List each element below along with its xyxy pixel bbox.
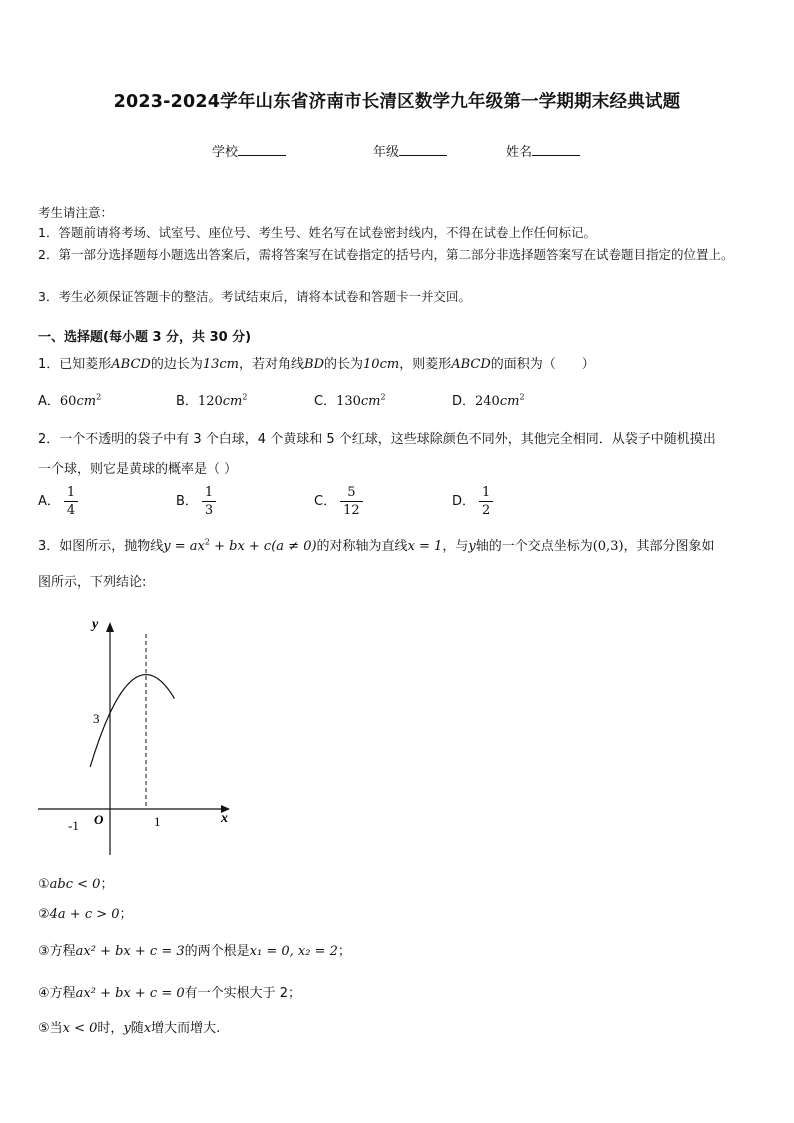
label-neg-one: -1 (68, 818, 79, 833)
q1-text-5: ，则菱形 (399, 357, 452, 372)
q1-text-3: ，若对角线 (239, 357, 305, 372)
label-one: 1 (154, 814, 161, 829)
parabola-graph (30, 610, 240, 860)
q1-len: 10cm (363, 357, 400, 372)
conclusion-1: ①abc < 0； (38, 877, 114, 892)
question-2-line-1: 2．一个不透明的袋子中有 3 个白球，4 个黄球和 5 个红球，这些球除颜色不同外，其他完全相同．从袋子中随机摸出 (38, 432, 716, 447)
q2-option-b[interactable]: B． $\frac{1}{3}$ (176, 484, 216, 519)
q1-text-6: 的面积为（ ） (490, 357, 595, 372)
q1-option-b[interactable]: B．$120cm^2$ (176, 392, 248, 409)
school-blank[interactable] (238, 143, 286, 156)
q1-bd: BD (304, 357, 325, 372)
q2-option-c[interactable]: C． $\frac{5}{12}$ (314, 484, 363, 519)
parabola-curve (90, 675, 174, 767)
name-field (506, 141, 580, 160)
conclusion-2: ②4a + c > 0； (38, 907, 133, 922)
grade-label: 年级 (373, 145, 400, 160)
x-axis-label: x (221, 811, 228, 826)
notice-item-2: 2．第一部分选择题每小题选出答案后，需将答案写在试卷指定的括号内，第二部分非选择题答案写在试卷题目指定的位置上。 (38, 247, 734, 262)
conclusion-3: ③方程ax² + bx + c = 3的两个根是x₁ = 0, x₂ = 2； (38, 944, 351, 959)
grade-blank[interactable] (399, 143, 447, 156)
name-blank[interactable] (532, 143, 580, 156)
q1-text-4: 的长为 (324, 357, 364, 372)
q1-text-1: 1．已知菱形 (38, 357, 112, 372)
q1-text-2: 的边长为 (150, 357, 203, 372)
q2-option-d[interactable]: D． $\frac{1}{2}$ (452, 484, 493, 519)
label-three: 3 (93, 711, 100, 726)
page-title: 2023-2024学年山东省济南市长清区数学九年级第一学期期末经典试题 (113, 92, 681, 112)
notice-item-3: 3．考生必须保证答题卡的整洁。考试结束后，请将本试卷和答题卡一并交回。 (38, 289, 471, 304)
q2-option-a[interactable]: A． $\frac{1}{4}$ (38, 484, 78, 519)
q1-abcd-2: ABCD (451, 357, 491, 372)
question-2-line-2: 一个球，则它是黄球的概率是（ ） (38, 462, 238, 477)
name-label: 姓名 (506, 145, 533, 160)
notice-item-1: 1．答题前请将考场、试室号、座位号、考生号、姓名写在试卷密封线内，不得在试卷上作任何标记。 (38, 225, 596, 240)
school-field (212, 141, 286, 160)
question-3-line-2: 图所示，下列结论: (38, 575, 147, 590)
q1-side: 13cm (202, 357, 240, 372)
notice-heading: 考生请注意： (38, 205, 114, 220)
y-axis-label: y (92, 617, 99, 632)
grade-field (373, 141, 447, 160)
y-axis-arrow (106, 622, 114, 632)
school-label: 学校 (212, 145, 239, 160)
q1-option-d[interactable]: D．$240cm^2$ (452, 392, 525, 409)
q1-option-c[interactable]: C．$130cm^2$ (314, 392, 386, 409)
conclusion-4: ④方程ax² + bx + c = 0有一个实根大于 2； (38, 986, 302, 1001)
question-1 (38, 353, 595, 372)
conclusion-5: ⑤当x < 0时，y随x增大而增大. (38, 1021, 221, 1036)
label-origin: O (94, 812, 104, 827)
section-heading: 一、选择题(每小题 3 分，共 30 分) (38, 330, 252, 345)
q1-option-a[interactable]: A．$60cm^2$ (38, 392, 102, 409)
question-3-line-1: 3．如图所示，抛物线$y = ax^2$ + bx + c(a ≠ 0)的对称轴为直线x = 1，与y轴的一个交点坐标为(0,3)，其部分图象如 (38, 537, 715, 554)
q1-abcd: ABCD (111, 357, 151, 372)
